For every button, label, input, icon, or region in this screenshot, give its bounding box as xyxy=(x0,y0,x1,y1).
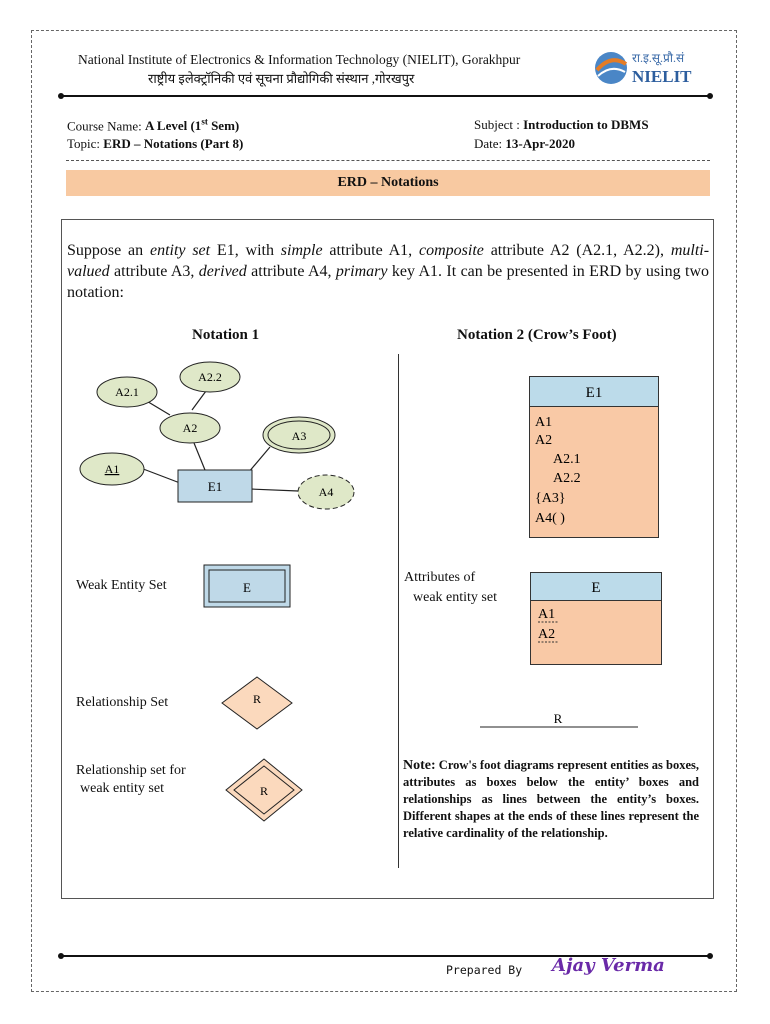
relationship-diamond xyxy=(220,675,294,731)
weak-attrs-label-2: weak entity set xyxy=(413,590,497,605)
svg-text:R: R xyxy=(252,692,262,706)
note-paragraph: Note: Crow's foot diagrams represent entities as boxes, attributes as boxes below the entity’ boxes and relationships as lines between the entity’s boxes. Different shapes at the ends of these lines represent the relative cardinality of the relationship. xyxy=(403,758,699,840)
svg-text:E: E xyxy=(243,580,251,595)
footer-rule-right-dot xyxy=(707,953,713,959)
svg-text:A2: A2 xyxy=(535,433,553,448)
attr-a1-text: A1 xyxy=(104,462,120,476)
topic: Topic: ERD – Notations (Part 8) xyxy=(67,136,244,151)
attr-a2-text: A2 xyxy=(182,421,198,435)
course-name: Course Name: A Level (1st Sem) xyxy=(67,117,240,134)
svg-text:A4( ): A4( ) xyxy=(535,511,565,526)
svg-text:A1: A1 xyxy=(535,415,553,430)
notation1-er-diagram xyxy=(70,355,370,525)
weak-entity-symbol xyxy=(203,564,291,608)
date: Date: 13-Apr-2020 xyxy=(474,136,575,151)
meta-divider xyxy=(66,160,710,161)
author-signature: Ajay Verma xyxy=(552,955,665,976)
svg-text:R: R xyxy=(259,784,269,798)
attr-a22-text: A2.2 xyxy=(198,370,222,384)
attr-a3-text: A3 xyxy=(291,429,307,443)
logo-english-text: NIELIT xyxy=(632,67,692,86)
institute-name-hindi: राष्ट्रीय इलेक्ट्रॉनिकी एवं सूचना प्रौद्योगिकी संस्थान ,गोरखपुर xyxy=(148,71,415,86)
footer-rule-left-dot xyxy=(58,953,64,959)
column-divider xyxy=(398,354,399,868)
nielit-logo xyxy=(592,42,704,92)
svg-text:A2: A2 xyxy=(538,627,556,642)
weak-entity-label: Weak Entity Set xyxy=(76,578,167,593)
prepared-by-label: Prepared By xyxy=(446,963,523,977)
weak-relationship-label-1: Relationship set for xyxy=(76,763,186,778)
svg-text:{A3}: {A3} xyxy=(535,491,566,506)
attr-a21-text: A2.1 xyxy=(115,385,139,399)
crowsfoot-weak-entity xyxy=(530,572,663,667)
svg-text:A2.2: A2.2 xyxy=(553,471,581,486)
logo-hindi-text: रा.इ.सू.प्रौ.सं xyxy=(632,51,685,65)
notation1-title: Notation 1 xyxy=(192,327,260,343)
svg-text:E: E xyxy=(591,580,601,596)
weak-relationship-label-2: weak entity set xyxy=(80,781,164,796)
header-rule xyxy=(62,95,710,97)
svg-text:A2.1: A2.1 xyxy=(553,452,581,467)
svg-text:E1: E1 xyxy=(585,385,603,401)
weak-attrs-label-1: Attributes of xyxy=(404,570,476,585)
svg-text:R: R xyxy=(553,711,563,726)
relationship-set-label: Relationship Set xyxy=(76,695,169,710)
weak-relationship-diamond xyxy=(224,757,304,823)
header-rule-right-dot xyxy=(707,93,713,99)
svg-text:A1: A1 xyxy=(538,607,556,622)
institute-name-english: National Institute of Electronics & Information Technology (NIELIT), Gorakhpur xyxy=(78,52,521,67)
intro-paragraph: Suppose an entity set E1, with simple attribute A1, composite attribute A2 (A2.1, A2.2), multi-valued attribute A3, derived attribute A4, primary key A1. It can be presented in ERD by using two notation: xyxy=(67,242,710,301)
header-rule-left-dot xyxy=(58,93,64,99)
subject: Subject : Introduction to DBMS xyxy=(474,117,649,132)
crowsfoot-relationship-line xyxy=(480,710,640,730)
notation2-title: Notation 2 (Crow’s Foot) xyxy=(457,327,617,343)
section-banner: ERD – Notations xyxy=(66,170,710,196)
entity-e1-text: E1 xyxy=(207,479,223,494)
attr-a4-text: A4 xyxy=(318,485,334,499)
crowsfoot-entity-e1 xyxy=(529,376,661,540)
